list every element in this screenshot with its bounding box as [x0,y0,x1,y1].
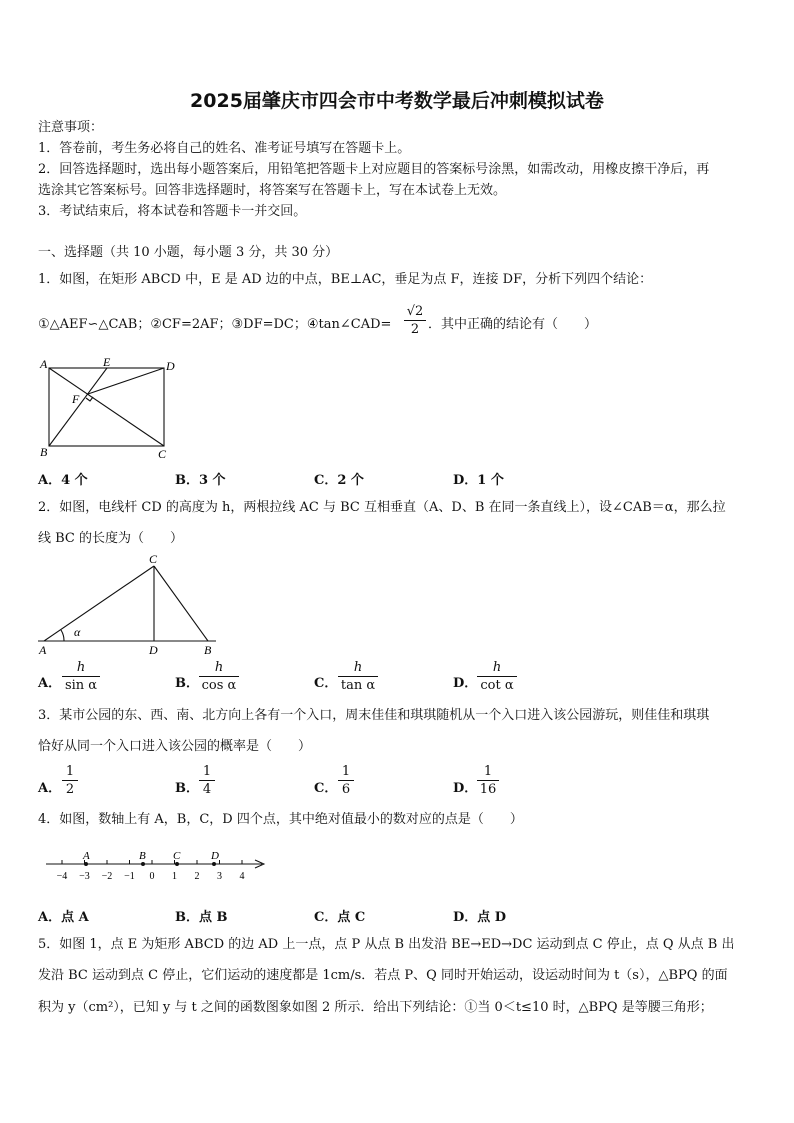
fraction-denominator: 16 [479,782,497,797]
q2-option-c[interactable]: C． [314,676,338,691]
q2-option-a[interactable]: A． [38,676,62,691]
q4-number-line [40,846,272,884]
q4-text: 4．如图，数轴上有 A，B，C，D 四个点，其中绝对值最小的数对应的点是（ ） [38,812,523,827]
fraction-numerator: 1 [65,764,75,779]
q1-text: 1．如图，在矩形 ABCD 中，E 是 AD 边的中点，BE⊥AC，垂足为点 F，连接 DF，分析下列四个结论： [38,272,653,287]
q1-option-d[interactable]: D．1 个 [453,473,504,488]
q3-line2: 恰好从同一个入口进入该公园的概率是（ ） [38,739,312,754]
label-c: C [149,552,158,566]
tick-label: −4 [56,871,68,882]
q2-line2: 线 BC 的长度为（ ） [38,531,184,546]
page-title: 2025届肇庆市四会市中考数学最后冲刺模拟试卷 [190,90,604,112]
label-alpha: α [74,625,81,639]
fraction-numerator: h [214,660,224,675]
fraction-numerator: h [353,660,363,675]
q2-line1: 2．如图，电线杆 CD 的高度为 h，两根拉线 AC 与 BC 互相垂直（A、D、B 在同一条直线上），设∠CAB＝α，那么拉 [38,500,726,515]
notice-item-2-cont: 选涂其它答案标号。回答非选择题时，将答案写在答题卡上，写在本试卷上无效。 [38,183,507,198]
q3-option-b[interactable]: B． [175,781,199,796]
label-e: E [103,356,111,369]
q1-rectangle-figure [36,356,178,462]
fraction-numerator: h [76,660,86,675]
q3-option-c-fraction [338,764,354,797]
q4-option-c[interactable]: C．点 C [314,910,366,925]
tick-label: −3 [79,871,90,882]
point-b-dot [141,862,145,866]
q2-option-d-fraction [477,660,517,693]
fraction-denominator: cos α [201,678,237,693]
fraction-denominator: 4 [202,782,212,797]
fraction-denominator: 2 [65,782,75,797]
notice-item-1: 1．答卷前，考生务必将自己的姓名、准考证号填写在答题卡上。 [38,141,411,156]
q5-line2: 发沿 BC 运动到点 C 停止，它们运动的速度都是 1cm/s．若点 P、Q 同时开始运动，设运动时间为 t（s），△BPQ 的面 [38,968,728,983]
q5-line3: 积为 y（cm²），已知 y 与 t 之间的函数图象如图 2 所示．给出下列结论：①当 0＜t≤10 时，△BPQ 是等腰三角形； [38,1000,713,1015]
label-b: B [40,445,48,459]
tick-label: −1 [124,871,135,882]
fraction-denominator: 6 [341,782,351,797]
q3-option-c[interactable]: C． [314,781,338,796]
q2-option-c-fraction [338,660,378,693]
q4-option-b[interactable]: B．点 B [175,910,228,925]
q1-conclusions: ①△AEF∽△CAB；②CF=2AF；③DF=DC；④tan∠CAD= [38,317,392,332]
q3-option-a[interactable]: A． [38,781,62,796]
label-d: D [149,643,158,657]
q2-pole-figure [36,550,220,660]
q1-fraction [404,304,426,337]
label-a: A [39,643,47,657]
q3-line1: 3．某市公园的东、西、南、北方向上各有一个入口，周末佳佳和琪琪随机从一个入口进入该公园游玩，则佳佳和琪琪 [38,708,710,723]
point-d-dot [212,862,216,866]
q2-option-b[interactable]: B． [175,676,199,691]
fraction-denominator: sin α [64,678,98,693]
notice-heading: 注意事项： [38,120,104,135]
fraction-numerator: 1 [483,764,493,779]
fraction-denominator: tan α [340,678,376,693]
q2-option-d[interactable]: D． [453,676,478,691]
fraction-denominator: cot α [480,678,514,693]
q4-option-d[interactable]: D．点 D [453,910,507,925]
label-d: D [166,359,175,373]
fraction-numerator: 1 [341,764,351,779]
tick-label: −2 [101,871,113,882]
tick-label: 1 [172,871,177,882]
section-heading: 一、选择题（共 10 小题，每小题 3 分，共 30 分） [38,245,339,260]
label-c: C [158,447,167,461]
label-a: A [40,357,48,371]
q1-option-c[interactable]: C．2 个 [314,473,364,488]
tick-label: 3 [217,871,222,882]
point-c-dot [175,862,179,866]
point-c-label: C [173,850,181,862]
point-a-dot [84,862,88,866]
q4-option-a[interactable]: A．点 A [38,910,89,925]
notice-item-2: 2．回答选择题时，选出每小题答案后，用铅笔把答题卡上对应题目的答案标号涂黑，如需改动，用橡皮擦干净后，再 [38,162,710,177]
label-b: B [204,643,212,657]
notice-item-3: 3．考试结束后，将本试卷和答题卡一并交回。 [38,204,307,219]
point-d-label: D [211,850,219,862]
q2-option-b-fraction [199,660,239,693]
fraction-numerator: h [492,660,502,675]
point-b-label: B [139,850,146,862]
q3-option-d[interactable]: D． [453,781,478,796]
q1-tail: ．其中正确的结论有（ ） [428,317,598,332]
tick-label: 0 [149,871,155,882]
point-a-label: A [83,850,90,862]
fraction-denominator: 2 [410,322,420,337]
fraction-numerator: √2 [406,304,424,319]
q1-option-a[interactable]: A．4 个 [38,473,88,488]
q2-option-a-fraction [62,660,100,693]
fraction-numerator: 1 [202,764,212,779]
q1-option-b[interactable]: B．3 个 [175,473,226,488]
q3-option-b-fraction [199,764,215,797]
tick-label: 2 [194,871,200,882]
q5-line1: 5．如图 1，点 E 为矩形 ABCD 的边 AD 上一点，点 P 从点 B 出发沿 BE→ED→DC 运动到点 C 停止，点 Q 从点 B 出 [38,937,735,952]
tick-label: 4 [239,871,245,882]
label-f: F [72,392,80,406]
q3-option-a-fraction [62,764,78,797]
q3-option-d-fraction [477,764,499,797]
